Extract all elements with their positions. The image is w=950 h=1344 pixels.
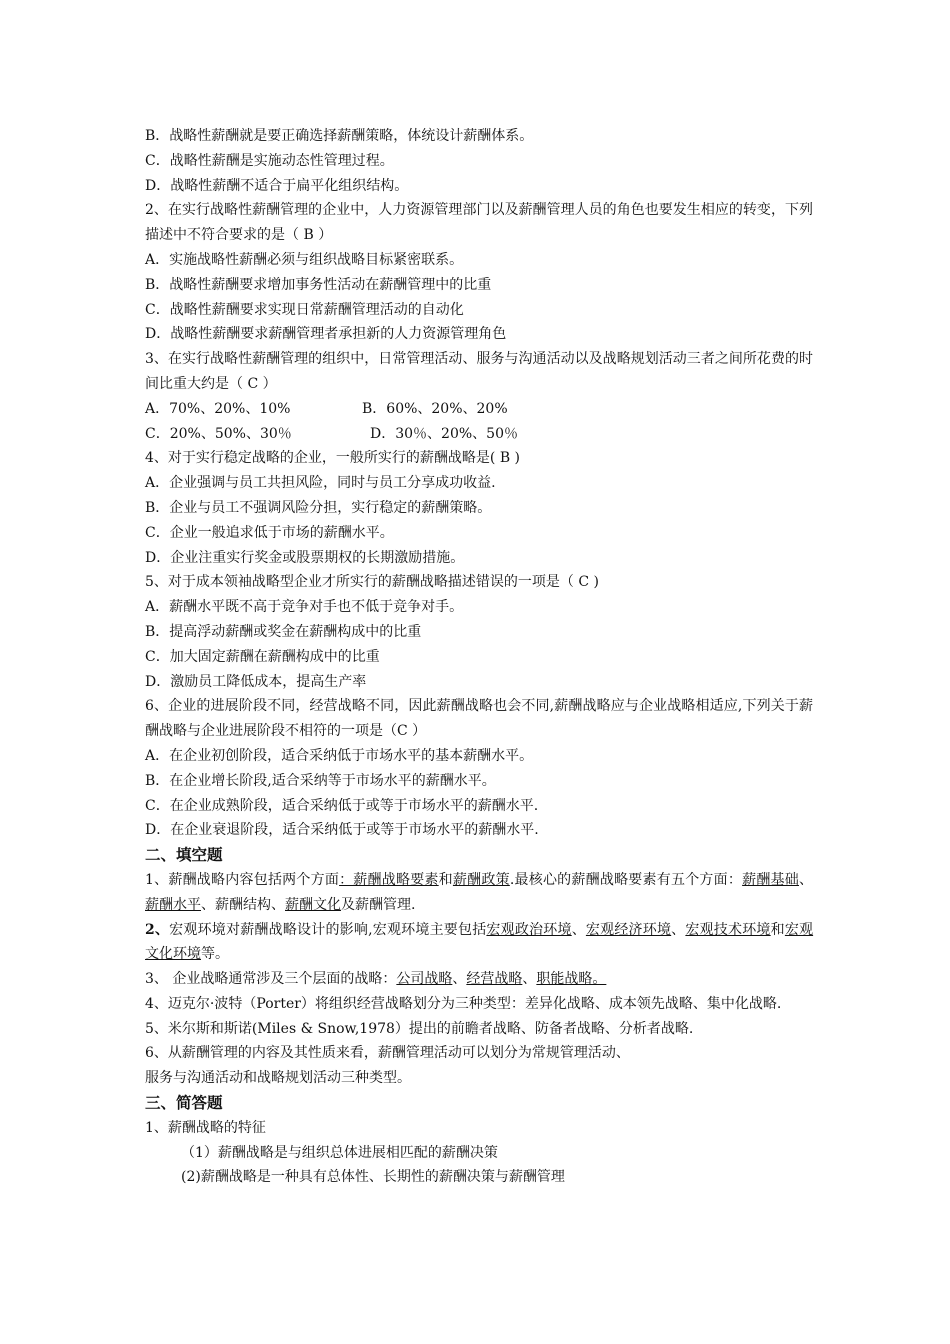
q6-stem: 6、企业的进展阶段不同，经营战略不同，因此薪酬战略也会不同,薪酬战略应与企业战略相适应,下列关于薪酬战略与企业进展阶段不相符的一项是（C ）	[145, 698, 813, 740]
fill-4: 4、迈克尔·波特（Porter）将组织经营战略划分为三种类型：差异化战略、成本领先战略、集中化战略.	[145, 995, 782, 1012]
q4-option-d: D．企业注重实行奖金或股票期权的长期激励措施。	[145, 549, 465, 566]
q3-option-c: C．20%、50%、30％	[145, 425, 292, 442]
q5-option-c: C．加大固定薪酬在薪酬构成中的比重	[145, 648, 380, 665]
short-answer-1-point-2: (2)薪酬战略是一种具有总体性、长期性的薪酬决策与薪酬管理	[181, 1169, 565, 1186]
q5-option-a: A．薪酬水平既不高于竞争对手也不低于竞争对手。	[145, 599, 464, 616]
short-answer-1-point-1: （1）薪酬战略是与组织总体进展相匹配的薪酬决策	[181, 1144, 498, 1161]
q3-options-ab	[145, 397, 813, 422]
short-answer-1: 1、薪酬战略的特征	[145, 1119, 266, 1136]
q3-stem: 3、在实行战略性薪酬管理的组织中，日常管理活动、服务与沟通活动以及战略规划活动三者之间所花费的时间比重大约是（ C ）	[145, 351, 813, 392]
q6-option-a: A．在企业初创阶段，适合采纳低于市场水平的基本薪酬水平。	[145, 747, 534, 764]
q4-option-a: A．企业强调与员工共担风险，同时与员工分享成功收益.	[145, 475, 496, 492]
q4-option-c: C．企业一般追求低于市场的薪酬水平。	[145, 524, 394, 541]
section-fill-in-title: 二、填空题	[145, 846, 223, 865]
q3-option-d: D．30％、20%、50％	[370, 425, 518, 442]
fill-3: 3、 企业战略通常涉及三个层面的战略：公司战略、经营战略、职能战略。	[145, 971, 607, 988]
q3-option-a: A．70%、20%、10%	[145, 400, 291, 417]
fill-6-line-1: 6、从薪酬管理的内容及其性质来看，薪酬管理活动可以划分为常规管理活动、	[145, 1045, 630, 1062]
q6-option-c: C．在企业成熟阶段，适合采纳低于或等于市场水平的薪酬水平.	[145, 797, 539, 814]
q6-option-d: D．在企业衰退阶段，适合采纳低于或等于市场水平的薪酬水平.	[145, 822, 539, 839]
q3-option-b: B．60%、20%、20%	[362, 400, 508, 417]
q2-option-a: A．实施战略性薪酬必须与组织战略目标紧密联系。	[145, 251, 464, 268]
fill-5: 5、米尔斯和斯诺(Miles & Snow,1978）提出的前瞻者战略、防备者战略、分析者战略.	[145, 1020, 694, 1037]
q1-option-d: D．战略性薪酬不适合于扁平化组织结构。	[145, 177, 409, 194]
q4-option-b: B．企业与员工不强调风险分担，实行稳定的薪酬策略。	[145, 499, 492, 516]
document-page	[145, 124, 813, 1190]
section-short-answer-title: 三、简答题	[145, 1094, 223, 1113]
q2-option-c: C．战略性薪酬要求实现日常薪酬管理活动的自动化	[145, 301, 464, 318]
q2-stem: 2、在实行战略性薪酬管理的企业中，人力资源管理部门以及薪酬管理人员的角色也要发生相应的转变，下列描述中不符合要求的是（ B ）	[145, 202, 813, 244]
q2-option-b: B．战略性薪酬要求增加事务性活动在薪酬管理中的比重	[145, 276, 492, 293]
fill-6-line-2: 服务与沟通活动和战略规划活动三种类型。	[145, 1070, 411, 1087]
q5-option-b: B．提高浮动薪酬或奖金在薪酬构成中的比重	[145, 623, 422, 640]
q1-option-c: C．战略性薪酬是实施动态性管理过程。	[145, 152, 394, 169]
q5-stem: 5、对于成本领袖战略型企业才所实行的薪酬战略描述错误的一项是（ C )	[145, 574, 599, 591]
q6-option-b: B．在企业增长阶段,适合采纳等于市场水平的薪酬水平。	[145, 772, 496, 789]
q4-stem: 4、对于实行稳定战略的企业，一般所实行的薪酬战略是( B )	[145, 450, 521, 467]
fill-2: 2、宏观环境对薪酬战略设计的影响,宏观环境主要包括宏观政治环境、宏观经济环境、宏观技术环境和宏观文化环境等。	[145, 921, 814, 963]
q3-options-cd	[145, 422, 813, 447]
q1-option-b: B．战略性薪酬就是要正确选择薪酬策略，体统设计薪酬体系。	[145, 128, 534, 144]
fill-1: 1、薪酬战略内容包括两个方面：薪酬战略要素和薪酬政策.最核心的薪酬战略要素有五个方面：薪酬基础、薪酬水平、薪酬结构、薪酬文化及薪酬管理.	[145, 871, 814, 913]
q2-option-d: D．战略性薪酬要求薪酬管理者承担新的人力资源管理角色	[145, 326, 507, 343]
q5-option-d: D．激励员工降低成本，提高生产率	[145, 673, 367, 690]
